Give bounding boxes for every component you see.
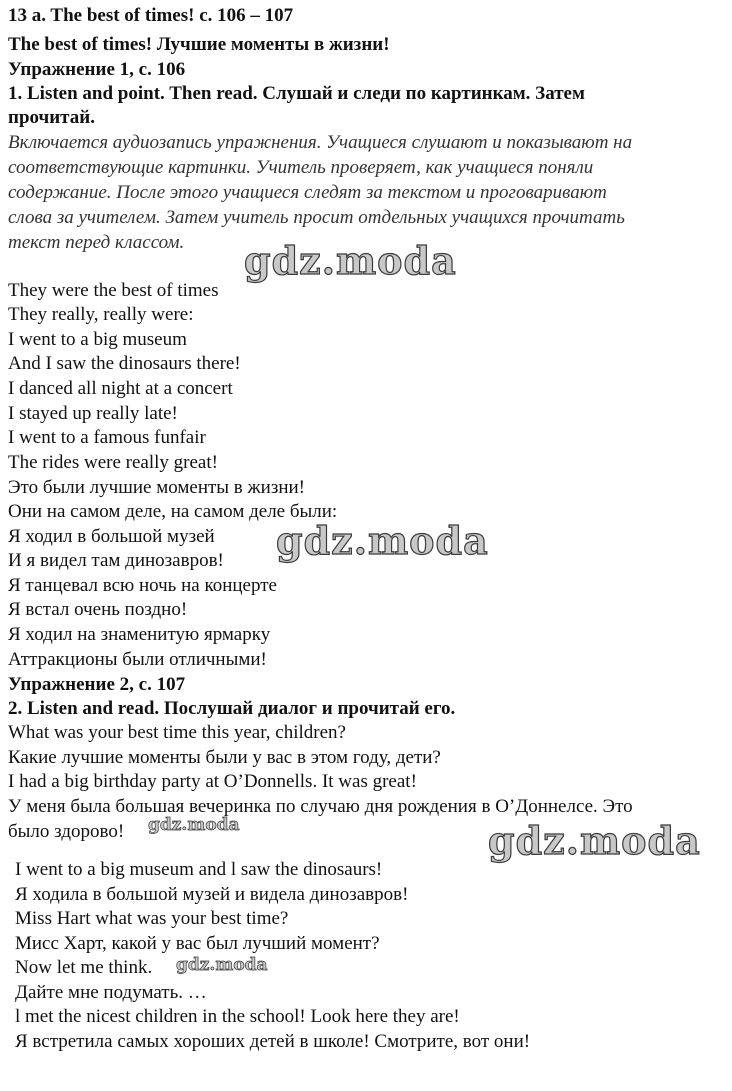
watermark: gdz.moda — [276, 518, 489, 563]
dialogue-line: Я встретила самых хороших детей в школе! Смотрите, вот они! — [15, 1031, 531, 1052]
song-line: I danced all night at a concert — [8, 378, 233, 399]
dialogue-line: Какие лучшие моменты были у вас в этом году, дети? — [8, 747, 441, 768]
dialogue-line: было здорово! — [8, 821, 125, 842]
song-translation-line: Я танцевал всю ночь на концерте — [8, 575, 277, 596]
dialogue-line: Я ходила в большой музей и видела динозавров! — [15, 884, 409, 905]
song-line: I went to a big museum — [8, 329, 187, 350]
song-translation-line: Аттракционы были отличными! — [8, 649, 267, 670]
watermark: gdz.moda — [176, 955, 268, 975]
exercise-1-task: 1. Listen and point. Then read. Слушай и следи по картинкам. Затем — [8, 83, 585, 104]
dialogue-line: I had a big birthday party at O’Donnells. It was great! — [8, 771, 417, 792]
watermark: gdz.moda — [148, 815, 240, 835]
song-translation-line: Я ходил в большой музей — [8, 526, 215, 547]
teacher-note-line: слова за учителем. Затем учитель просит отдельных учащихся прочитать — [8, 207, 625, 228]
song-translation-line: Они на самом деле, на самом деле были: — [8, 501, 338, 522]
song-translation-line: И я видел там динозавров! — [8, 550, 224, 571]
dialogue-line: Дайте мне подумать. … — [15, 982, 207, 1003]
song-line: They were the best of times — [8, 280, 219, 301]
teacher-note-line: текст перед классом. — [8, 232, 185, 253]
song-line: I went to a famous funfair — [8, 427, 206, 448]
exercise-1-task-cont: прочитай. — [8, 107, 95, 128]
dialogue-line: What was your best time this year, children? — [8, 722, 346, 743]
dialogue-line: Мисс Харт, какой у вас был лучший момент? — [15, 933, 380, 954]
teacher-note-line: Включается аудиозапись упражнения. Учащиеся слушают и показывают на — [8, 132, 633, 153]
dialogue-line: У меня была большая вечеринка по случаю дня рождения в О’Доннелсе. Это — [8, 796, 633, 817]
teacher-note-line: соответствующие картинки. Учитель проверяет, как учащиеся поняли — [8, 157, 594, 178]
exercise-1-heading: Упражнение 1, с. 106 — [8, 59, 186, 80]
song-line: They really, really were: — [8, 304, 194, 325]
song-translation-line: Я ходил на знаменитую ярмарку — [8, 624, 271, 645]
song-line: And I saw the dinosaurs there! — [8, 353, 241, 374]
teacher-note-line: содержание. После этого учащиеся следят за текстом и проговаривают — [8, 182, 607, 203]
exercise-2-heading: Упражнение 2, с. 107 — [8, 674, 186, 695]
watermark: gdz.moda — [244, 238, 457, 283]
song-line: The rides were really great! — [8, 452, 218, 473]
dialogue-line: Now let me think. — [15, 957, 153, 978]
exercise-2-task: 2. Listen and read. Послушай диалог и прочитай его. — [8, 698, 456, 719]
dialogue-line: Miss Hart what was your best time? — [15, 908, 289, 929]
page-title: 13 a. The best of times! c. 106 – 107 — [8, 5, 294, 26]
watermark: gdz.moda — [488, 818, 701, 863]
page-subtitle: The best of times! Лучшие моменты в жизни! — [8, 34, 390, 55]
song-translation-line: Это были лучшие моменты в жизни! — [8, 477, 305, 498]
dialogue-line: l met the nicest children in the school! Look here they are! — [15, 1006, 460, 1027]
song-translation-line: Я встал очень поздно! — [8, 599, 188, 620]
song-line: I stayed up really late! — [8, 403, 178, 424]
dialogue-line: I went to a big museum and l saw the dinosaurs! — [15, 859, 383, 880]
